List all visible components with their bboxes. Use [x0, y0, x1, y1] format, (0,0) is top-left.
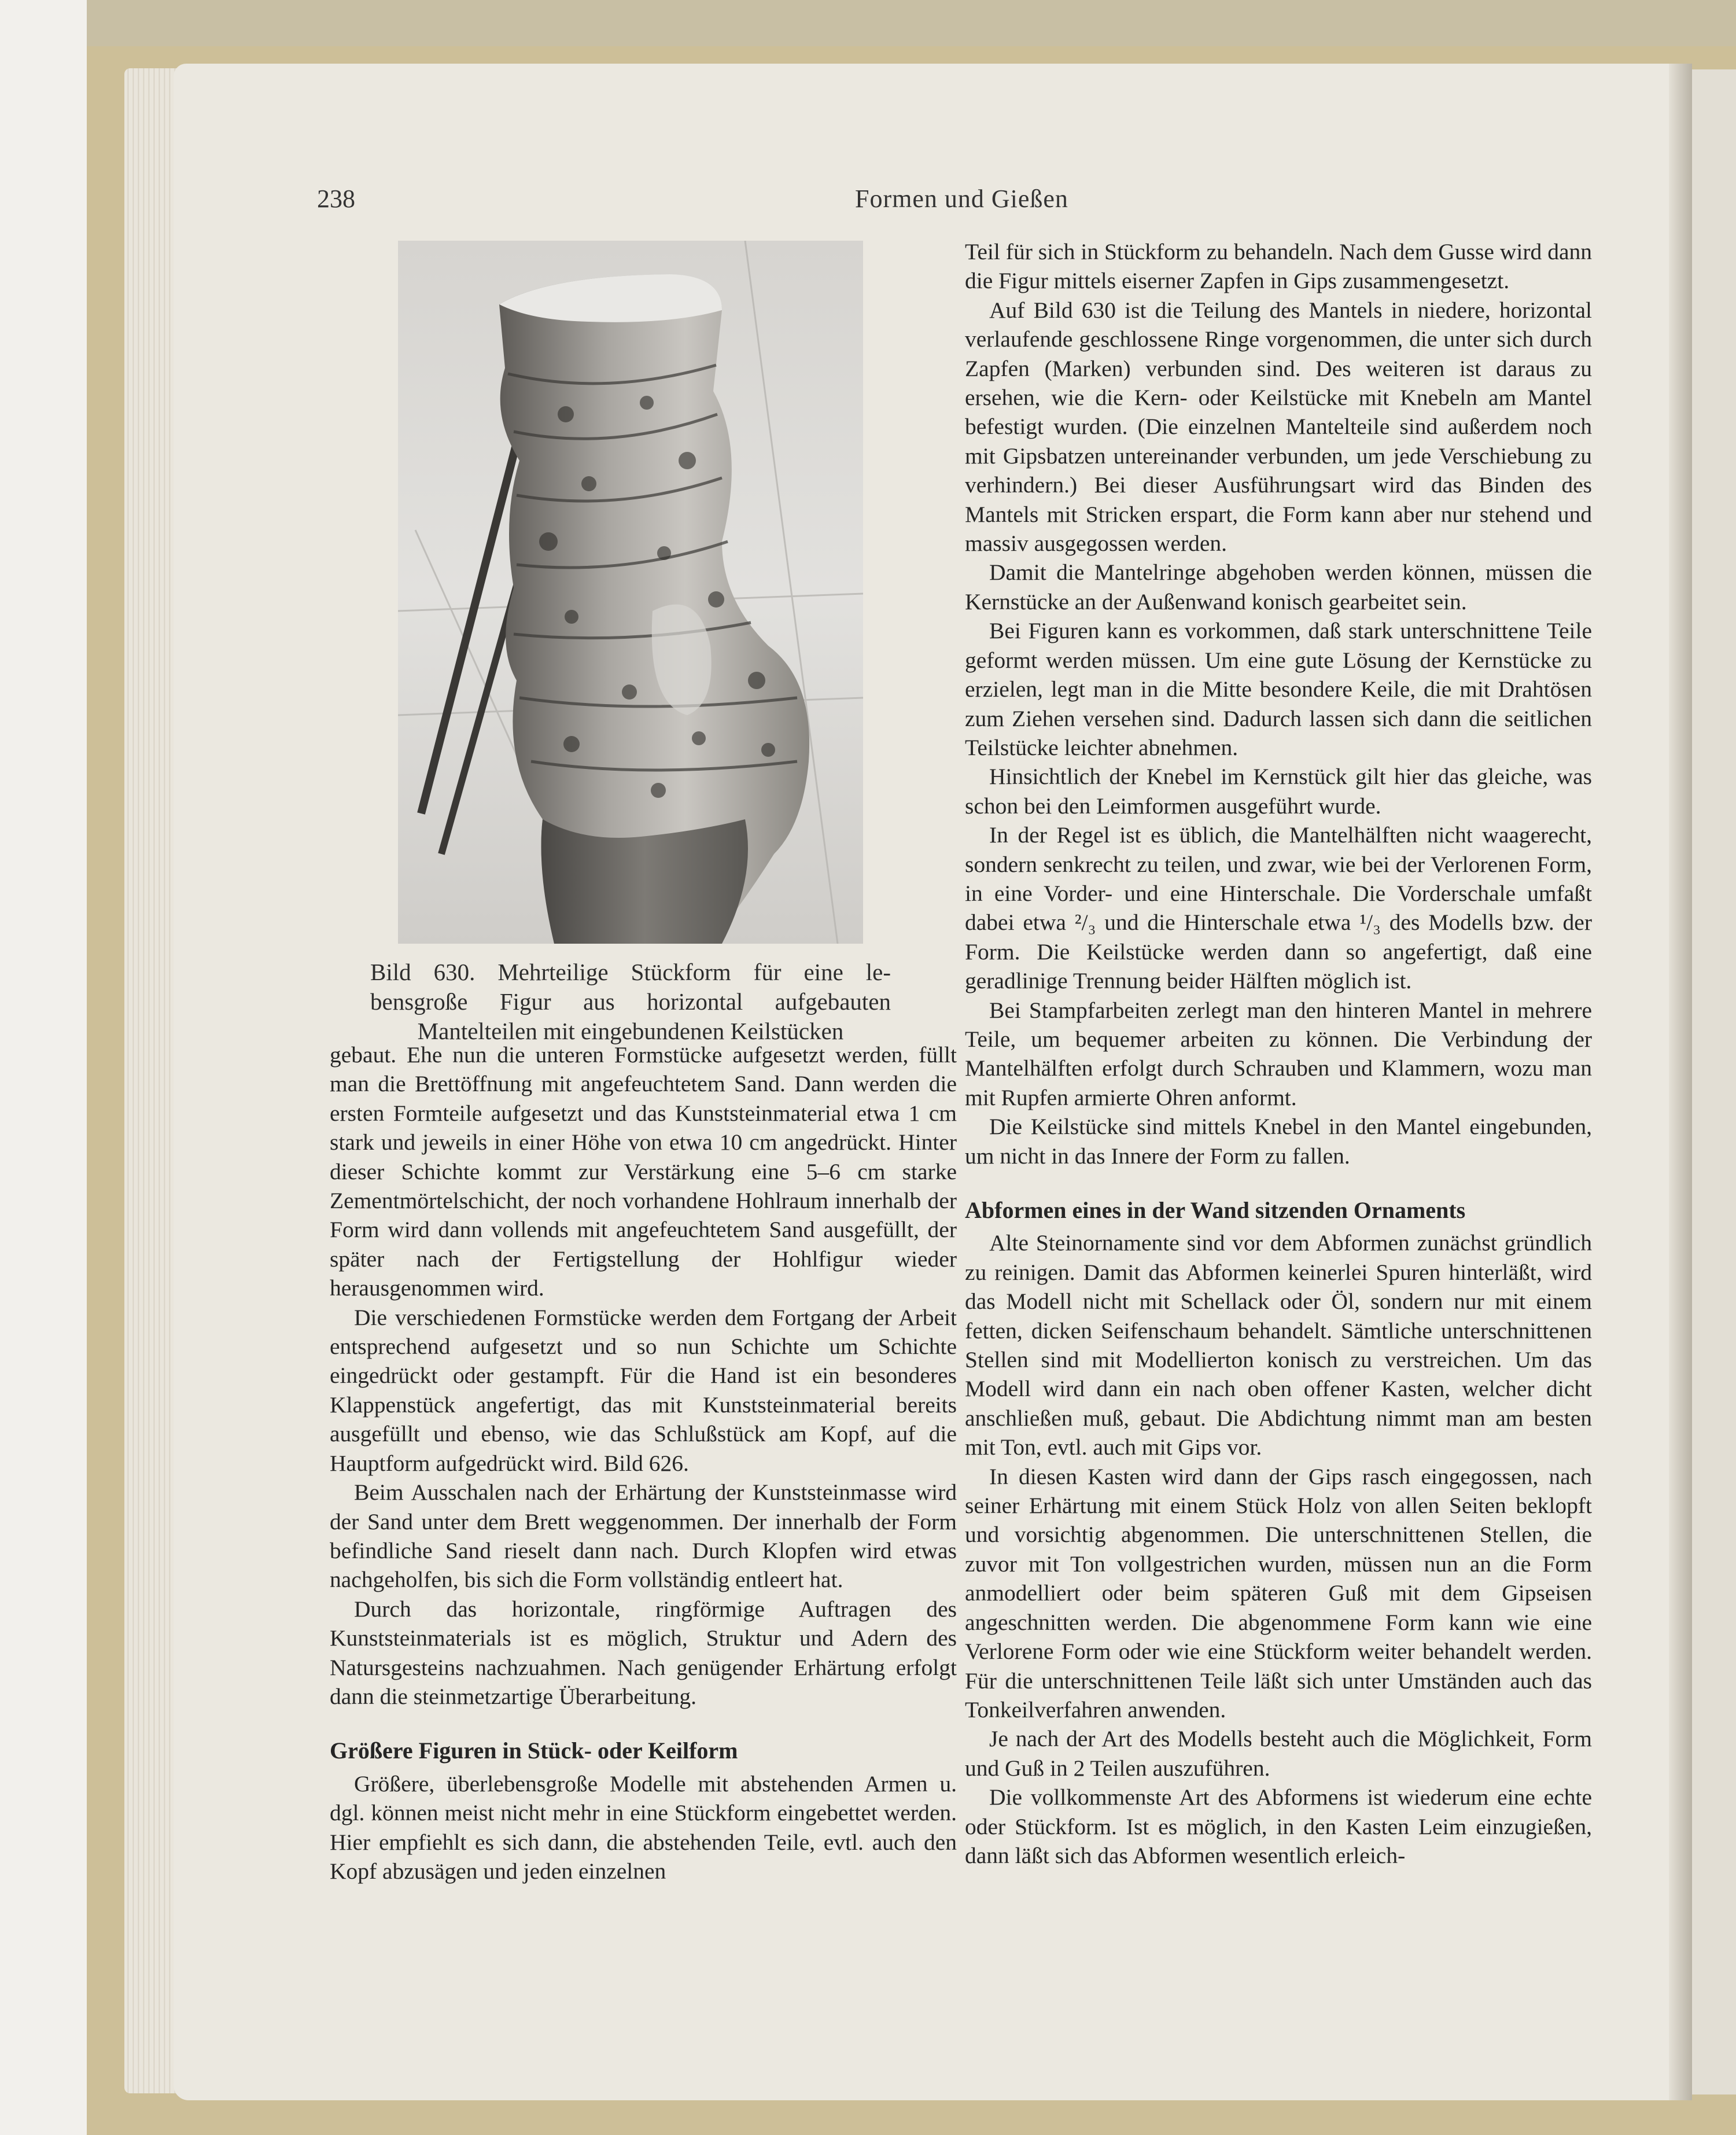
page-number: 238 — [317, 185, 355, 213]
figure-630-photo — [398, 241, 863, 944]
paragraph: Bei Figuren kann es vorkommen, daß stark unterschnittene Teile geformt werden müssen. Um eine gute Lösung der Kernstücke zu erzielen, legt man in die Mitte besondere Keile, die mit Drahtösen zum Ziehen versehen sind. Dadurch lassen sich dann die seitlichen Teilstücke leichter abnehmen. — [965, 618, 1592, 760]
paragraph: Bei Stampfarbeiten zerlegt man den hinteren Mantel in mehrere Teile, um bequemer arbeiten zu können. Die Verbindung der Mantelhälften erfolgt durch Schrauben und Klammern, wozu man mit Rupfen armierte Ohren anformt. — [965, 997, 1592, 1110]
paragraph: Damit die Mantelringe abgehoben werden können, müssen die Kernstücke an der Außenwand konisch gearbeitet sein. — [965, 559, 1592, 614]
paragraph: In der Regel ist es üblich, die Mantelhälften nicht waagerecht, sondern senkrecht zu teilen, und zwar, wie bei der Verlorenen Form, in eine Vorder- und eine Hinterschale. Die Vorderschale umfaßt dabei etwa ²/₃ und die Hinterschale etwa ¹/₃ des Modells bzw. der Form. Die Keilstücke werden dann so angefertigt, daß eine geradlinige Trennung beider Hälften möglich ist. — [965, 822, 1592, 994]
page-gutter-shadow — [1669, 64, 1692, 2100]
section-heading: Größere Figuren in Stück- oder Keilform — [330, 1738, 738, 1764]
paragraph: Teil für sich in Stückform zu behandeln. Nach dem Gusse wird dann die Figur mittels eiserner Zapfen in Gips zusammengesetzt. — [965, 239, 1592, 294]
figure-caption — [370, 958, 891, 1046]
scan-background — [87, 0, 1736, 53]
paragraph: Die verschiedenen Formstücke werden dem Fortgang der Arbeit entsprechend aufgesetzt und so nun Schichte um Schichte eingedrückt oder gestampft. Für die Hand ist ein besonderes Klappenstück angefertigt, das mit Kunststeinmaterial bereits ausgefüllt und ebenso, wie das Schlußstück am Kopf, auf die Hauptform aufgedrückt wird. Bild 626. — [330, 1304, 957, 1476]
caption-line: bensgroße Figur aus horizontal aufgebauten — [370, 988, 891, 1015]
section-heading: Abformen eines in der Wand sitzenden Ornaments — [965, 1197, 1466, 1223]
paragraph: Alte Steinornamente sind vor dem Abformen zunächst gründlich zu reinigen. Damit das Abformen keinerlei Spuren hinterläßt, wird das Modell nicht mit Schellack oder Öl, sondern nur mit einem fetten, dicken Seifenschaum behandelt. Sämtliche unterschnittenen Stellen sind mit Modellierton konisch zu verstreichen. Um das Modell wird dann ein nach oben offener Kasten, welcher dicht anschließen muß, gebaut. Die Abdichtung nimmt man am besten mit Ton, evtl. auch mit Gips vor. — [965, 1230, 1592, 1460]
left-column-text — [330, 1040, 957, 1886]
caption-line: Bild 630. Mehrteilige Stückform für eine le- — [370, 959, 891, 985]
running-head: Formen und Gießen — [855, 185, 1068, 213]
paragraph: Die Keilstücke sind mittels Knebel in den Mantel eingebunden, um nicht in das Innere der Form zu fallen. — [965, 1114, 1592, 1169]
paragraph: Die vollkommenste Art des Abformens ist wiederum eine echte oder Stückform. Ist es möglich, in den Kasten Leim einzugießen, dann läßt sich das Abformen wesentlich erleich- — [965, 1784, 1592, 1868]
paragraph: Beim Ausschalen nach der Erhärtung der Kunststeinmasse wird der Sand unter dem Brett weggenommen. Der innerhalb der Form befindliche Sand rieselt dann nach. Durch Klopfen wird etwas nachgeholfen, bis sich die Form vollständig entleert hat. — [330, 1479, 957, 1593]
caption-line: Mantelteilen mit eingebundenen Keilstücken — [417, 1018, 844, 1044]
paragraph: Durch das horizontale, ringförmige Auftragen des Kunststeinmaterials ist es möglich, Struktur und Adern des Natursgesteins nachzuahmen. Nach genügender Erhärtung erfolgt dann die steinmetzartige Überarbeitung. — [330, 1596, 957, 1709]
paragraph: Größere, überlebensgroße Modelle mit abstehenden Armen u. dgl. können meist nicht mehr in eine Stückform eingebettet werden. Hier empfiehlt es sich dann, die abstehenden Teile, evtl. auch den Kopf abzusägen und jeden einzelnen — [330, 1770, 957, 1884]
paragraph: Hinsichtlich der Knebel im Kernstück gilt hier das gleiche, was schon bei den Leimformen ausgeführt wurde. — [965, 764, 1592, 819]
paragraph: Je nach der Art des Modells besteht auch die Möglichkeit, Form und Guß in 2 Teilen auszuführen. — [965, 1726, 1592, 1781]
right-column-text — [965, 237, 1592, 1870]
paragraph: Auf Bild 630 ist die Teilung des Mantels in niedere, horizontal verlaufende geschlossene Ringe vorgenommen, die unter sich durch Zapfen (Marken) verbunden sind. Des weiteren ist daraus zu ersehen, wie die Kern- oder Keilstücke mit Knebeln am Mantel befestigt wurden. (Die einzelnen Mantelteile sind außerdem noch mit Gipsbatzen untereinander verbunden, um jede Verschiebung zu verhindern.) Bei dieser Ausführungsart wird das Binden des Mantels mit Stricken erspart, die Form kann aber nur stehend und massiv ausgegossen werden. — [965, 297, 1592, 557]
facing-page-edge — [1692, 69, 1736, 2094]
paragraph: In diesen Kasten wird dann der Gips rasch eingegossen, nach seiner Erhärtung mit einem Stück Holz von allen Seiten beklopft und vorsichtig abgenommen. Die unterschnittenen Stellen, die zuvor mit Ton vollgestrichen wurden, müssen nun an die Form anmodelliert oder beim späteren Guß mit dem Gipseisen angeschnitten werden. Die abgenommene Form kann wie eine Verlorene Form oder wie eine Stückform weiter behandelt werden. Für die unterschnittenen Teile läßt sich unter Umständen auch das Tonkeilverfahren anwenden. — [965, 1463, 1592, 1722]
paragraph: gebaut. Ehe nun die unteren Formstücke aufgesetzt werden, füllt man die Brettöffnung mit angefeuchtetem Sand. Dann werden die ersten Formteile aufgesetzt und das Kunststeinmaterial etwa 1 cm stark und jeweils in einer Höhe von etwa 10 cm angedrückt. Hinter dieser Schichte kommt zur Verstärkung eine 5–6 cm starke Zementmörtelschicht, der noch vorhandene Hohlraum innerhalb der Form wird dann vollends mit angefeuchtetem Sand ausgefüllt, der später nach der Fertigstellung der Hohlfigur wieder herausgenommen wird. — [330, 1042, 957, 1301]
